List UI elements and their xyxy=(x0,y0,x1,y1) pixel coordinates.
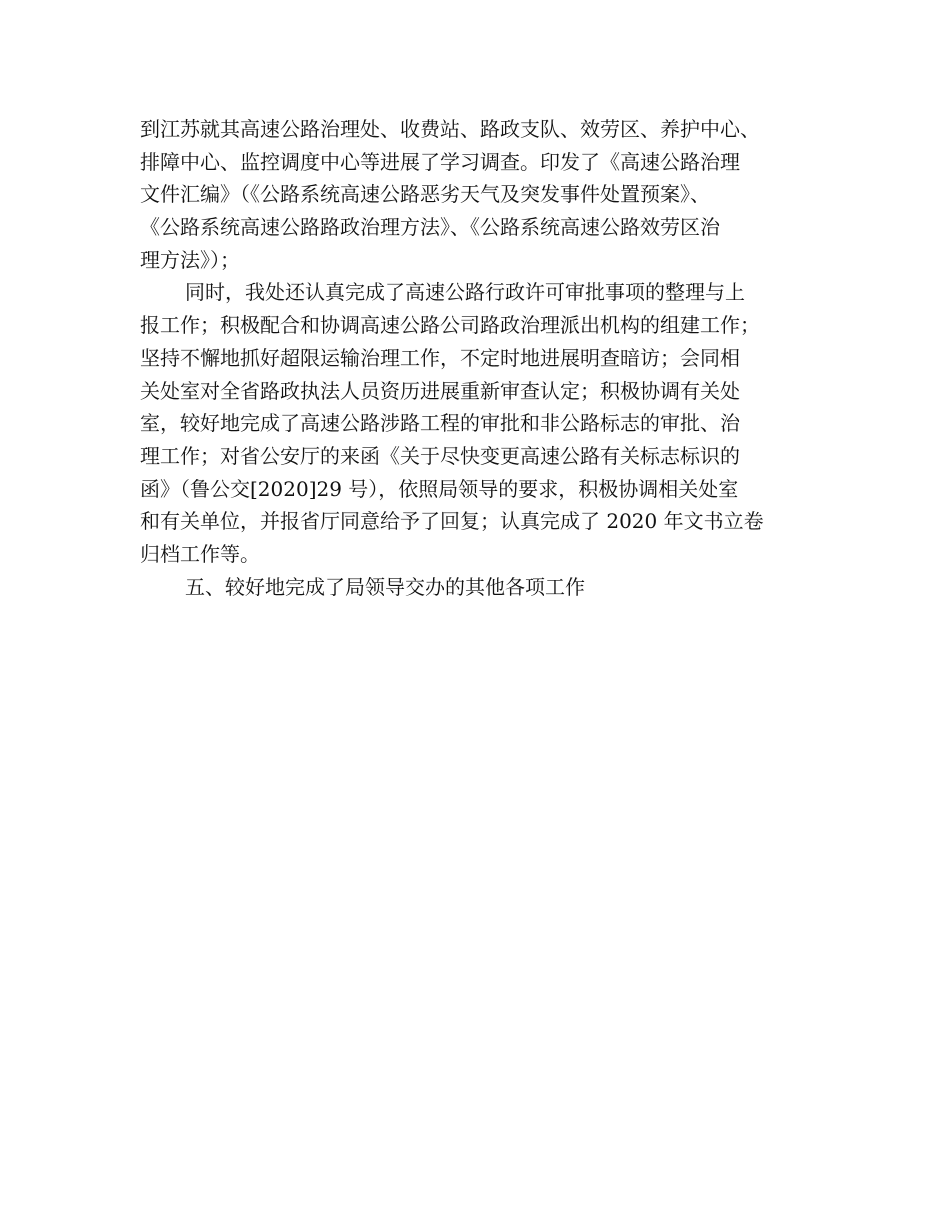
section-heading-5 xyxy=(140,571,830,604)
text-line: 《公路系统高速公路路政治理方法》、《公路系统高速公路效劳区治 xyxy=(140,215,720,240)
text-line: 理工作；对省公安厅的来函《关于尽快变更高速公路有关标志标识的 xyxy=(140,443,740,468)
heading-text: 五、较好地完成了局领导交办的其他各项工作 xyxy=(185,574,585,599)
text-line: 文件汇编》（《公路系统高速公路恶劣天气及突发事件处置预案》、 xyxy=(140,182,710,207)
text-line: 和有关单位，并报省厅同意给予了回复；认真完成了 2020 年文书立卷 xyxy=(140,509,764,534)
text-line: 到江苏就其高速公路治理处、收费站、路政支队、效劳区、养护中心、 xyxy=(140,117,760,141)
text-line: 关处室对全省路政执法人员资历进展重新审查认定；积极协调有关处 xyxy=(140,378,740,403)
text-line: 理方法》）； xyxy=(140,247,240,272)
text-line: 室，较好地完成了高速公路涉路工程的审批和非公路标志的审批、治 xyxy=(140,411,740,436)
text-line: 坚持不懈地抓好超限运输治理工作，不定时地进展明查暗访；会同相 xyxy=(140,345,740,370)
text-line: 同时，我处还认真完成了高速公路行政许可审批事项的整理与上 xyxy=(185,280,745,305)
paragraph-2 xyxy=(140,276,830,570)
text-line: 函》（鲁公交[2020]29 号），依照局领导的要求，积极协调相关处室 xyxy=(140,476,739,501)
text-line: 归档工作等。 xyxy=(140,541,260,566)
text-line: 报工作；积极配合和协调高速公路公司路政治理派出机构的组建工作； xyxy=(140,313,760,338)
paragraph-1 xyxy=(140,113,830,276)
document-body xyxy=(140,113,830,603)
text-line: 排障中心、监控调度中心等进展了学习调查。印发了《高速公路治理 xyxy=(140,149,740,174)
